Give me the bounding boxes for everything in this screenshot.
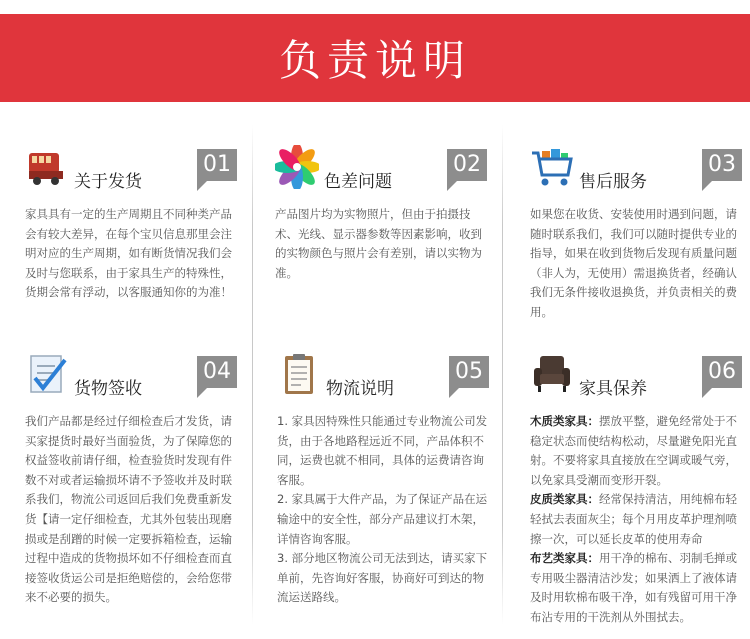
card-maintenance: [530, 352, 742, 628]
logistics-item: 1. 家具因特殊性只能通过专业物流公司发货，由于各地路程远近不同，产品体积不同，运费也就不相同，具体的运费请咨询客服。: [277, 414, 488, 487]
card-body: 家具具有一定的生产周期且不同种类产品会有较大差异，在每个宝贝信息那里会注明对应的生产周期，如有断货情况我们会及时与您联系，由于家具生产的特殊性，货期会常有浮动，以客服通知你的为准！: [25, 207, 232, 300]
card-body: 产品图片均为实物照片，但由于拍摄技术、光线、显示器参数等因素影响，收到的实物颜色与照片会有差别，请以实物为准。: [275, 207, 482, 280]
maintenance-label: 布艺类家具：: [530, 551, 599, 566]
card-title: 色差问题: [324, 172, 392, 192]
column-divider: [252, 125, 253, 625]
header-banner: [0, 14, 750, 102]
card-title: 家具保养: [579, 379, 647, 399]
card-title: 货物签收: [74, 379, 142, 399]
shopping-cart-icon: [530, 145, 574, 189]
column-divider: [502, 125, 503, 625]
card-number-badge: 06: [702, 356, 742, 388]
armchair-icon: [530, 352, 574, 396]
logistics-item: 2. 家具属于大件产品，为了保证产品在运输途中的安全性，部分产品建议打木架，详情咨询客服。: [277, 492, 488, 546]
card-number-badge: 03: [702, 149, 742, 181]
card-shipping: [25, 145, 237, 303]
maintenance-text: 摆放平整，避免经常处于不稳定状态而使结构松动，尽量避免阳光直射。不要将家具直接放在空调或暖气旁，以免家具受潮而变形开裂。: [530, 414, 737, 487]
maintenance-section: [530, 490, 742, 549]
maintenance-section: [530, 412, 742, 490]
card-title: 关于发货: [74, 172, 142, 192]
card-number-badge: 05: [449, 356, 489, 388]
banner-title: 负责说明: [278, 36, 471, 85]
clipboard-icon: [277, 352, 321, 396]
logistics-item: 3. 部分地区物流公司无法到达，请买家下单前，先咨询好客服，协商好可到达的物流运送路线。: [277, 551, 488, 605]
maintenance-section: [530, 549, 742, 627]
card-number-badge: 01: [197, 149, 237, 181]
card-number-badge: 04: [197, 356, 237, 388]
maintenance-label: 木质类家具：: [530, 414, 599, 428]
maintenance-text: 经常保持清洁，用纯棉布轻轻拭去表面灰尘；每个月用皮革护理剂喷擦一次，可以延长皮革的使用寿命: [530, 492, 737, 546]
maintenance-text: 用干净的棉布、羽制毛掸或专用吸尘器清洁沙发；如果洒上了液体请及时用软棉布吸干净，如有残留可用干净布沾专用的干洗剂从外围拭去。: [530, 551, 737, 624]
checklist-icon: [25, 352, 69, 396]
maintenance-label: 皮质类家具：: [530, 492, 599, 507]
card-body: 我们产品都是经过仔细检查后才发货，请买家提货时最好当面验货，为了保障您的权益签收前请仔细，检查验货时发现有件数不对或者运输损坏请不予签收并及时联系我们，物流公司返回后我们免费重新发货【请一定仔细检查，尤其外包装出现磨损或是刮蹭的时候一定要拆箱检查，运输过程中造成的货物损坏如不仔细检查而直接签收货运公司是拒绝赔偿的，会给您带来不必要的损失。: [25, 414, 232, 605]
card-body: 如果您在收货、安装使用时遇到问题，请随时联系我们，我们可以随时提供专业的指导，如果在收到货物后发现有质量问题（非人为，无使用）需退换货者，经确认我们无条件接收退换货，并负责相关的费用。: [530, 207, 737, 319]
card-logistics: [277, 352, 489, 608]
card-body: [530, 412, 742, 628]
card-body: [277, 412, 489, 608]
truck-icon: [25, 145, 69, 189]
card-after-sales: [530, 145, 742, 323]
card-title: 物流说明: [326, 379, 394, 399]
card-number-badge: 02: [447, 149, 487, 181]
card-color-difference: [275, 145, 487, 283]
color-wheel-icon: [275, 145, 319, 189]
card-receipt: [25, 352, 237, 608]
card-title: 售后服务: [579, 172, 647, 192]
